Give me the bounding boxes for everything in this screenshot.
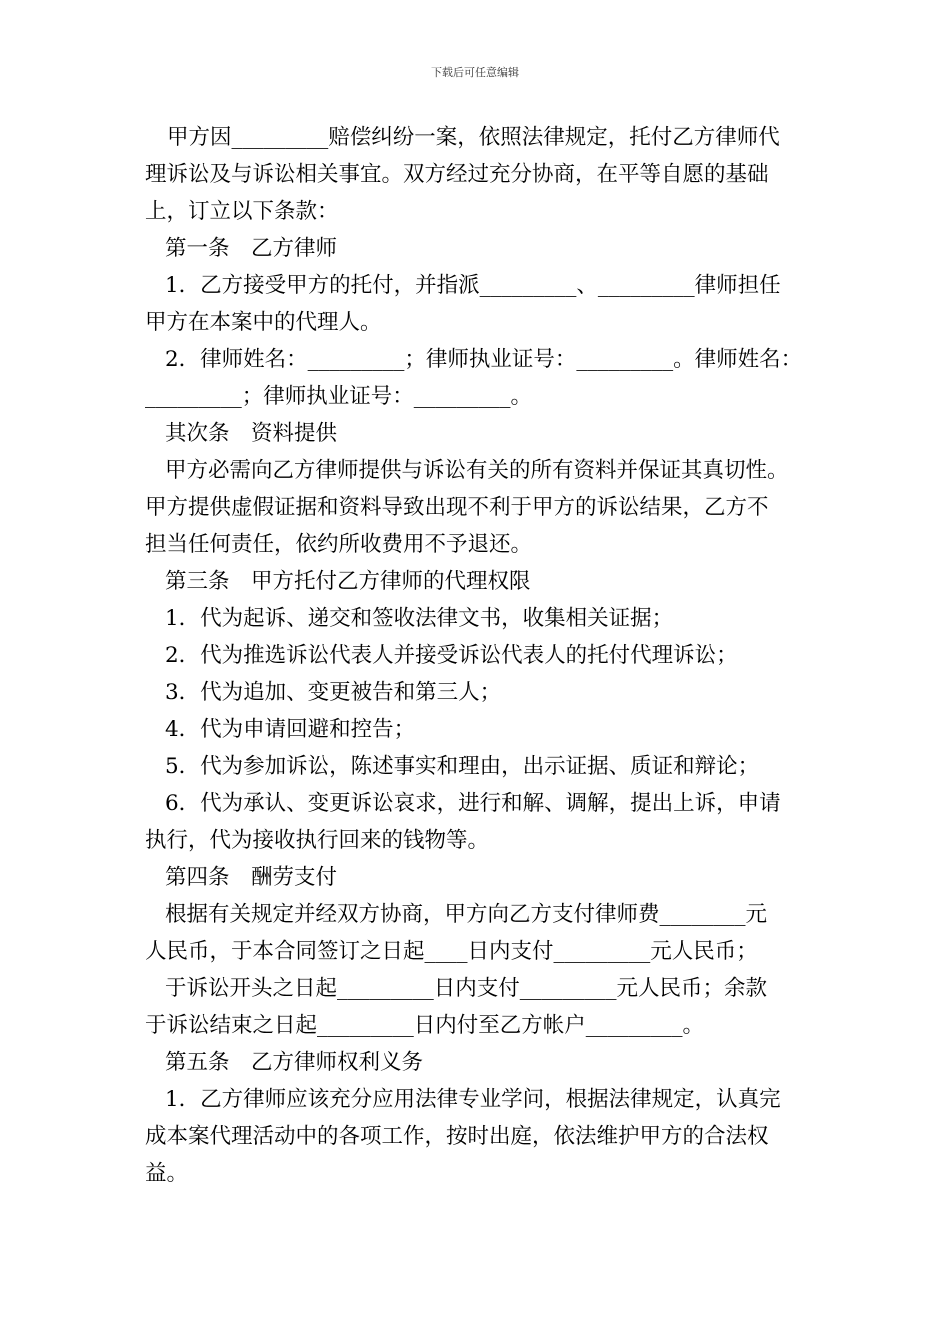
contract-body xyxy=(145,119,815,1192)
paragraph-line: 担当任何责任，依约所收费用不予退还。 xyxy=(145,532,533,557)
paragraph-line: 甲方因_________赔偿纠纷一案，依照法律规定，托付乙方律师代 xyxy=(167,125,780,150)
list-item: 1．代为起诉、递交和签收法律文书，收集相关证据； xyxy=(165,606,674,631)
list-item: 2．代为推选诉讼代表人并接受诉讼代表人的托付代理诉讼； xyxy=(165,643,738,668)
paragraph-line: 上，订立以下条款： xyxy=(145,199,339,224)
paragraph-line: 甲方在本案中的代理人。 xyxy=(145,310,382,335)
paragraph-line: _________；律师执业证号：_________。 xyxy=(145,384,533,409)
paragraph-line: 理诉讼及与诉讼相关事宜。双方经过充分协商，在平等自愿的基础 xyxy=(145,162,769,187)
paragraph-line: 1．乙方律师应该充分应用法律专业学问，根据法律规定，认真完 xyxy=(165,1087,781,1112)
list-item: 3．代为追加、变更被告和第三人； xyxy=(165,680,502,705)
article-heading-3: 第三条 甲方托付乙方律师的代理权限 xyxy=(165,569,531,594)
article-heading-1: 第一条 乙方律师 xyxy=(165,236,338,261)
paragraph-line: 执行，代为接收执行回来的钱物等。 xyxy=(145,828,490,853)
paragraph-line: 于诉讼开头之日起_________日内支付_________元人民币；余款 xyxy=(165,976,768,1001)
paragraph-line: 甲方提供虚假证据和资料导致出现不利于甲方的诉讼结果，乙方不 xyxy=(145,495,769,520)
list-item: 4．代为申请回避和控告； xyxy=(165,717,416,742)
article-heading-4: 第四条 酬劳支付 xyxy=(165,865,338,890)
paragraph-line: 1．乙方接受甲方的托付，并指派_________、_________律师担任 xyxy=(165,273,781,298)
page-header-note: 下载后可任意编辑 xyxy=(431,66,519,79)
paragraph-line: 成本案代理活动中的各项工作，按时出庭，依法维护甲方的合法权 xyxy=(145,1124,769,1149)
paragraph-line: 人民币，于本合同签订之日起____日内支付_________元人民币； xyxy=(145,939,758,964)
paragraph-line: 益。 xyxy=(145,1161,189,1186)
article-heading-2: 其次条 资料提供 xyxy=(165,421,338,446)
paragraph-line: 甲方必需向乙方律师提供与诉讼有关的所有资料并保证其真切性。 xyxy=(165,458,789,483)
paragraph-line: 根据有关规定并经双方协商，甲方向乙方支付律师费________元 xyxy=(165,902,768,927)
list-item: 5．代为参加诉讼，陈述事实和理由，出示证据、质证和辩论； xyxy=(165,754,760,779)
paragraph-line: 于诉讼结束之日起_________日内付至乙方帐户_________。 xyxy=(145,1013,705,1038)
article-heading-5: 第五条 乙方律师权利义务 xyxy=(165,1050,424,1075)
paragraph-line: 2．律师姓名：_________；律师执业证号：_________。律师姓名： xyxy=(165,347,803,372)
list-item: 6．代为承认、变更诉讼哀求，进行和解、调解，提出上诉，申请 xyxy=(165,791,781,816)
